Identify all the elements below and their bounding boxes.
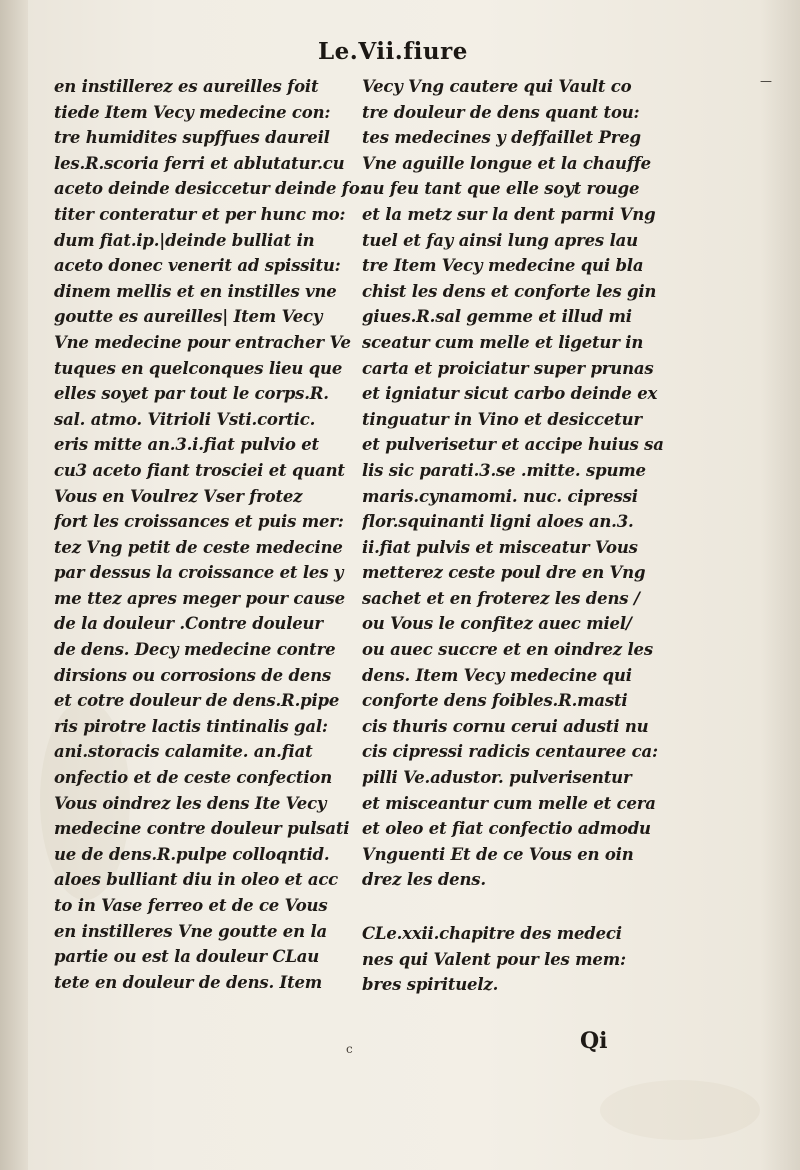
right-text-column	[362, 74, 680, 998]
text-line: flor.squinanti ligni aloes an.3.	[362, 512, 634, 532]
printer-mark: c	[346, 1042, 353, 1056]
text-line: tuel et fay ainsi lung apres lau	[362, 230, 638, 250]
text-line: ue de dens.R.pulpe colloqntid.	[54, 844, 330, 864]
text-line: et oleo et fiat confectio admodu	[362, 819, 651, 839]
text-line: tiede Item Vecy medecine con:	[54, 102, 331, 122]
text-line: cis cipressi radicis centauree ca:	[362, 742, 658, 762]
text-line: nes qui Valent pour les mem:	[362, 949, 626, 969]
text-line: to in Vase ferreo et de ce Vous	[54, 896, 328, 915]
text-line: Vne aguille longue et la chauffe	[362, 153, 651, 173]
page-gutter	[0, 0, 28, 1170]
text-line: par dessus la croissance et les y	[54, 563, 344, 583]
text-line: au feu tant que elle soyt rouge	[362, 179, 640, 199]
text-line: partie ou est la douleur CLau	[54, 947, 320, 967]
text-line: tete en douleur de dens. Item	[54, 972, 323, 992]
text-line: ou auec succre et en oindrez les	[362, 640, 653, 660]
text-line: Vnguenti Et de ce Vous en oin	[362, 844, 634, 864]
text-line	[362, 893, 680, 921]
text-line: chist les dens et conforte les gin	[362, 281, 657, 301]
text-line: eris mitte an.3.i.fiat pulvio et	[54, 435, 319, 455]
text-line: les.R.scoria ferri et ablutatur.cu	[54, 153, 345, 173]
text-line: en instilleres Vne goutte en la	[54, 921, 328, 941]
text-line: titer conteratur et per hunc mo:	[54, 204, 346, 224]
text-line: aloes bulliant diu in oleo et acc	[54, 870, 339, 890]
margin-mark: —	[760, 74, 772, 88]
text-line: tre humidites supffues daureil	[54, 128, 330, 148]
text-line: tre Item Vecy medecine qui bla	[362, 256, 644, 276]
text-line: maris.cynamomi. nuc. cipressi	[362, 486, 638, 506]
text-line: metterez ceste poul dre en Vng	[362, 563, 646, 583]
text-line: me ttez apres meger pour cause	[54, 588, 345, 608]
text-line: cis thuris cornu cerui adusti nu	[362, 716, 649, 736]
text-line: Vous oindrez les dens Ite Vecy	[54, 793, 327, 813]
text-line: Vecy Vng cautere qui Vault co	[362, 77, 632, 96]
text-line: giues.R.sal gemme et illud mi	[362, 307, 632, 327]
text-line: Vous en Voulrez Vser frotez	[54, 486, 303, 506]
paper-stain	[600, 1080, 760, 1140]
text-line: CLe.xxii.chapitre des medeci	[362, 924, 622, 943]
text-line: ou Vous le confitez auec miel/	[362, 614, 632, 634]
text-line: dinem mellis et en instilles vne	[54, 281, 337, 301]
text-line: ris pirotre lactis tintinalis gal:	[54, 716, 328, 736]
catchword: Qi	[580, 1028, 608, 1054]
text-line: drez les dens.	[362, 870, 486, 890]
text-line: tinguatur in Vino et desiccetur	[362, 409, 642, 429]
text-line: et la metz sur la dent parmi Vng	[362, 204, 656, 224]
text-line: dirsions ou corrosions de dens	[54, 665, 331, 685]
text-line: sal. atmo. Vitrioli Vsti.cortic.	[54, 409, 316, 429]
text-line: et cotre douleur de dens.R.pipe	[54, 691, 340, 711]
text-line: Vne medecine pour entracher Ve	[54, 332, 351, 352]
text-line: de la douleur .Contre douleur	[54, 614, 323, 634]
running-header: Le.Vii.fiure	[318, 38, 468, 65]
text-line: goutte es aureilles| Item Vecy	[54, 307, 323, 327]
text-line: dum fiat.ip.|deinde bulliat in	[54, 230, 315, 250]
text-line: tez Vng petit de ceste medecine	[54, 537, 343, 557]
text-line: fort les croissances et puis mer:	[54, 512, 344, 532]
text-line: medecine contre douleur pulsati	[54, 819, 350, 839]
text-line: ii.fiat pulvis et misceatur Vous	[362, 537, 638, 557]
text-line: de dens. Decy medecine contre	[54, 640, 336, 660]
text-line: et misceantur cum melle et cera	[362, 793, 656, 813]
text-line: dens. Item Vecy medecine qui	[362, 665, 632, 685]
text-line: conforte dens foibles.R.masti	[362, 691, 628, 711]
left-text-column	[54, 74, 372, 995]
text-line: en instillerez es aureilles foit	[54, 77, 319, 96]
text-line: tes medecines y deffaillet Preg	[362, 128, 641, 148]
text-line: ani.storacis calamite. an.fiat	[54, 742, 313, 762]
text-line: lis sic parati.3.se .mitte. spume	[362, 460, 646, 480]
text-line: tuques en quelconques lieu que	[54, 358, 343, 378]
text-line: bres spirituelz.	[362, 975, 499, 995]
text-line: et pulverisetur et accipe huius sa	[362, 435, 664, 455]
text-line: et igniatur sicut carbo deinde ex	[362, 384, 658, 404]
text-line: pilli Ve.adustor. pulverisentur	[362, 768, 632, 788]
text-line: sceatur cum melle et ligetur in	[362, 332, 644, 352]
text-line: sachet et en froterez les dens /	[362, 588, 640, 608]
text-line: tre douleur de dens quant tou:	[362, 102, 640, 122]
text-line: cu3 aceto fiant trosciei et quant	[54, 460, 345, 480]
text-line: onfectio et de ceste confection	[54, 768, 333, 788]
text-line: elles soyet par tout le corps.R.	[54, 384, 329, 404]
text-line: aceto donec venerit ad spissitu:	[54, 256, 341, 276]
text-line: carta et proiciatur super prunas	[362, 358, 654, 378]
text-line: aceto deinde desiccetur deinde fo:	[54, 179, 366, 199]
